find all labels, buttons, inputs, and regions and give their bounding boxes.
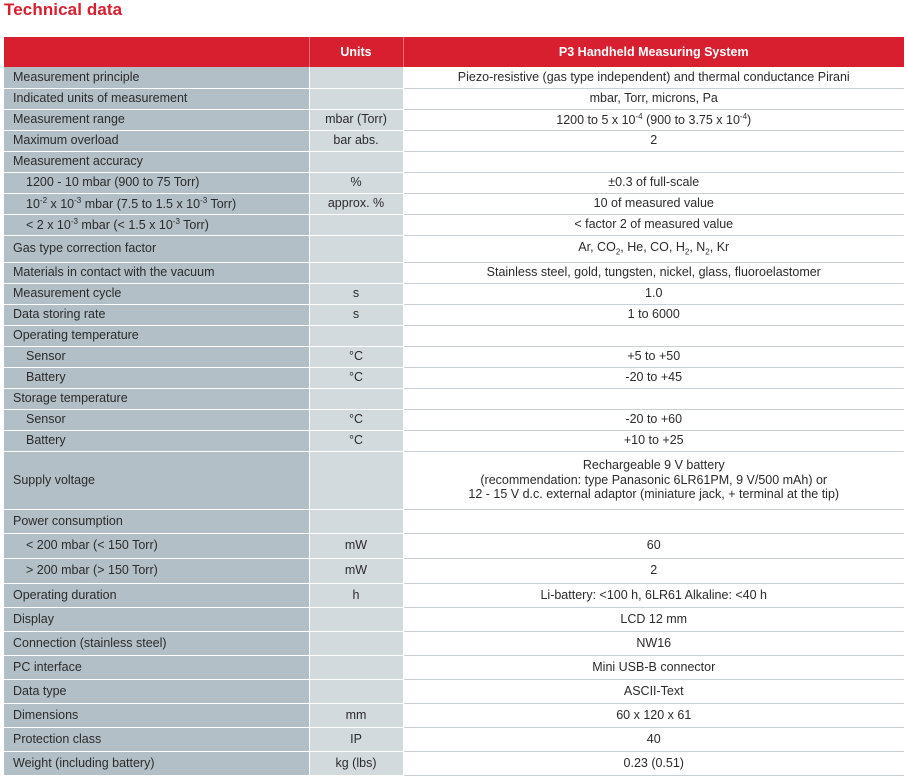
row-value: Mini USB-B connector [403,655,904,679]
row-unit [309,235,403,262]
table-row [4,262,904,283]
table-row [4,388,904,409]
table-row [4,193,904,214]
row-unit: mm [309,703,403,727]
table-row [4,151,904,172]
row-parameter: Measurement cycle [4,283,309,304]
table-row [4,346,904,367]
row-parameter: Weight (including battery) [4,751,309,775]
row-unit: °C [309,430,403,451]
row-parameter: Sensor [4,409,309,430]
row-parameter: < 2 x $10^{-3}$ mbar (< 1.5 x $10^{-3}$ Torr) [4,214,309,235]
row-parameter: Indicated units of measurement [4,88,309,109]
row-value: 10 of measured value [403,193,904,214]
page-title: Technical data [4,0,123,19]
row-value [403,509,904,533]
row-value: LCD 12 mm [403,607,904,631]
row-value: +10 to +25 [403,430,904,451]
row-value: Rechargeable 9 V battery (recommendation: type Panasonic 6LR61PM, 9 V/500 mAh) or 12 - 15 V d.c. external adaptor (miniature jack, + terminal at the tip) [403,451,904,509]
row-value: Li-battery: <100 h, 6LR61 Alkaline: <40 h [403,583,904,607]
row-unit: kg (lbs) [309,751,403,775]
table-row [4,304,904,325]
row-value: ASCII-Text [403,679,904,703]
row-value: < factor 2 of measured value [403,214,904,235]
header-units: Units [309,37,403,67]
table-row [4,703,904,727]
row-unit [309,631,403,655]
table-row [4,631,904,655]
row-unit [309,679,403,703]
table-row [4,283,904,304]
row-value [403,325,904,346]
row-value [403,151,904,172]
row-parameter: Sensor [4,346,309,367]
table-row [4,130,904,151]
header-product: P3 Handheld Measuring System [403,37,904,67]
row-value: 1 to 6000 [403,304,904,325]
row-parameter: Maximum overload [4,130,309,151]
table-row [4,235,904,262]
table-row [4,409,904,430]
row-unit [309,388,403,409]
row-parameter: > 200 mbar (> 150 Torr) [4,558,309,583]
row-value: 1200 to 5 x $10^{-4}$ (900 to 3.75 x $10^{-4}$) [403,109,904,130]
table-row [4,583,904,607]
row-unit: mbar (Torr) [309,109,403,130]
row-value: mbar, Torr, microns, Pa [403,88,904,109]
row-unit: s [309,283,403,304]
table-header-row [4,37,904,67]
row-unit: h [309,583,403,607]
table-row [4,214,904,235]
row-value: 0.23 (0.51) [403,751,904,775]
row-unit: approx. % [309,193,403,214]
row-parameter: Measurement accuracy [4,151,309,172]
row-unit [309,214,403,235]
row-unit [309,262,403,283]
table-row [4,109,904,130]
row-parameter: Protection class [4,727,309,751]
row-parameter: Materials in contact with the vacuum [4,262,309,283]
row-unit: °C [309,367,403,388]
table-row [4,325,904,346]
table-row [4,88,904,109]
row-parameter: Data type [4,679,309,703]
table-row [4,67,904,88]
row-unit [309,509,403,533]
row-parameter: Operating duration [4,583,309,607]
row-parameter: Measurement range [4,109,309,130]
technical-data-table [4,37,904,776]
row-value [403,388,904,409]
row-parameter: Battery [4,430,309,451]
row-value: 40 [403,727,904,751]
table-row [4,727,904,751]
row-parameter: $10^{-2}$ x $10^{-3}$ mbar (7.5 to 1.5 x $10^{-3}$ Torr) [4,193,309,214]
row-value: Stainless steel, gold, tungsten, nickel, glass, fluoroelastomer [403,262,904,283]
row-unit: s [309,304,403,325]
row-unit [309,67,403,88]
row-unit: °C [309,409,403,430]
row-unit: IP [309,727,403,751]
row-value: 2 [403,558,904,583]
table-row [4,430,904,451]
table-row [4,172,904,193]
row-parameter: Storage temperature [4,388,309,409]
row-parameter: Dimensions [4,703,309,727]
row-value: Ar, $CO_2$, He, CO, $H_2$, $N_2$, Kr [403,235,904,262]
row-parameter: Power consumption [4,509,309,533]
row-value: -20 to +45 [403,367,904,388]
row-value: 2 [403,130,904,151]
row-unit: % [309,172,403,193]
row-parameter: Operating temperature [4,325,309,346]
table-row [4,558,904,583]
row-value: 1.0 [403,283,904,304]
row-unit [309,655,403,679]
row-value: NW16 [403,631,904,655]
row-unit [309,325,403,346]
row-parameter: Supply voltage [4,451,309,509]
row-unit: mW [309,558,403,583]
row-parameter: < 200 mbar (< 150 Torr) [4,533,309,558]
row-value: +5 to +50 [403,346,904,367]
row-parameter: Connection (stainless steel) [4,631,309,655]
table-body [4,67,904,775]
row-parameter: Battery [4,367,309,388]
table-header [4,37,904,67]
row-unit: mW [309,533,403,558]
row-parameter: Display [4,607,309,631]
row-parameter: Data storing rate [4,304,309,325]
row-value: Piezo-resistive (gas type independent) and thermal conductance Pirani [403,67,904,88]
table-row [4,679,904,703]
row-parameter: Gas type correction factor [4,235,309,262]
table-row [4,533,904,558]
table-row [4,451,904,509]
table-row [4,367,904,388]
row-parameter: Measurement principle [4,67,309,88]
row-value: 60 [403,533,904,558]
table-row [4,751,904,775]
row-unit [309,607,403,631]
table-row [4,607,904,631]
row-unit: °C [309,346,403,367]
row-value: ±0.3 of full-scale [403,172,904,193]
table-row [4,655,904,679]
row-value: -20 to +60 [403,409,904,430]
row-value: 60 x 120 x 61 [403,703,904,727]
row-unit [309,151,403,172]
row-parameter: 1200 - 10 mbar (900 to 75 Torr) [4,172,309,193]
row-unit [309,88,403,109]
row-unit [309,451,403,509]
row-unit: bar abs. [309,130,403,151]
row-parameter: PC interface [4,655,309,679]
table-row [4,509,904,533]
header-parameter [4,37,309,67]
